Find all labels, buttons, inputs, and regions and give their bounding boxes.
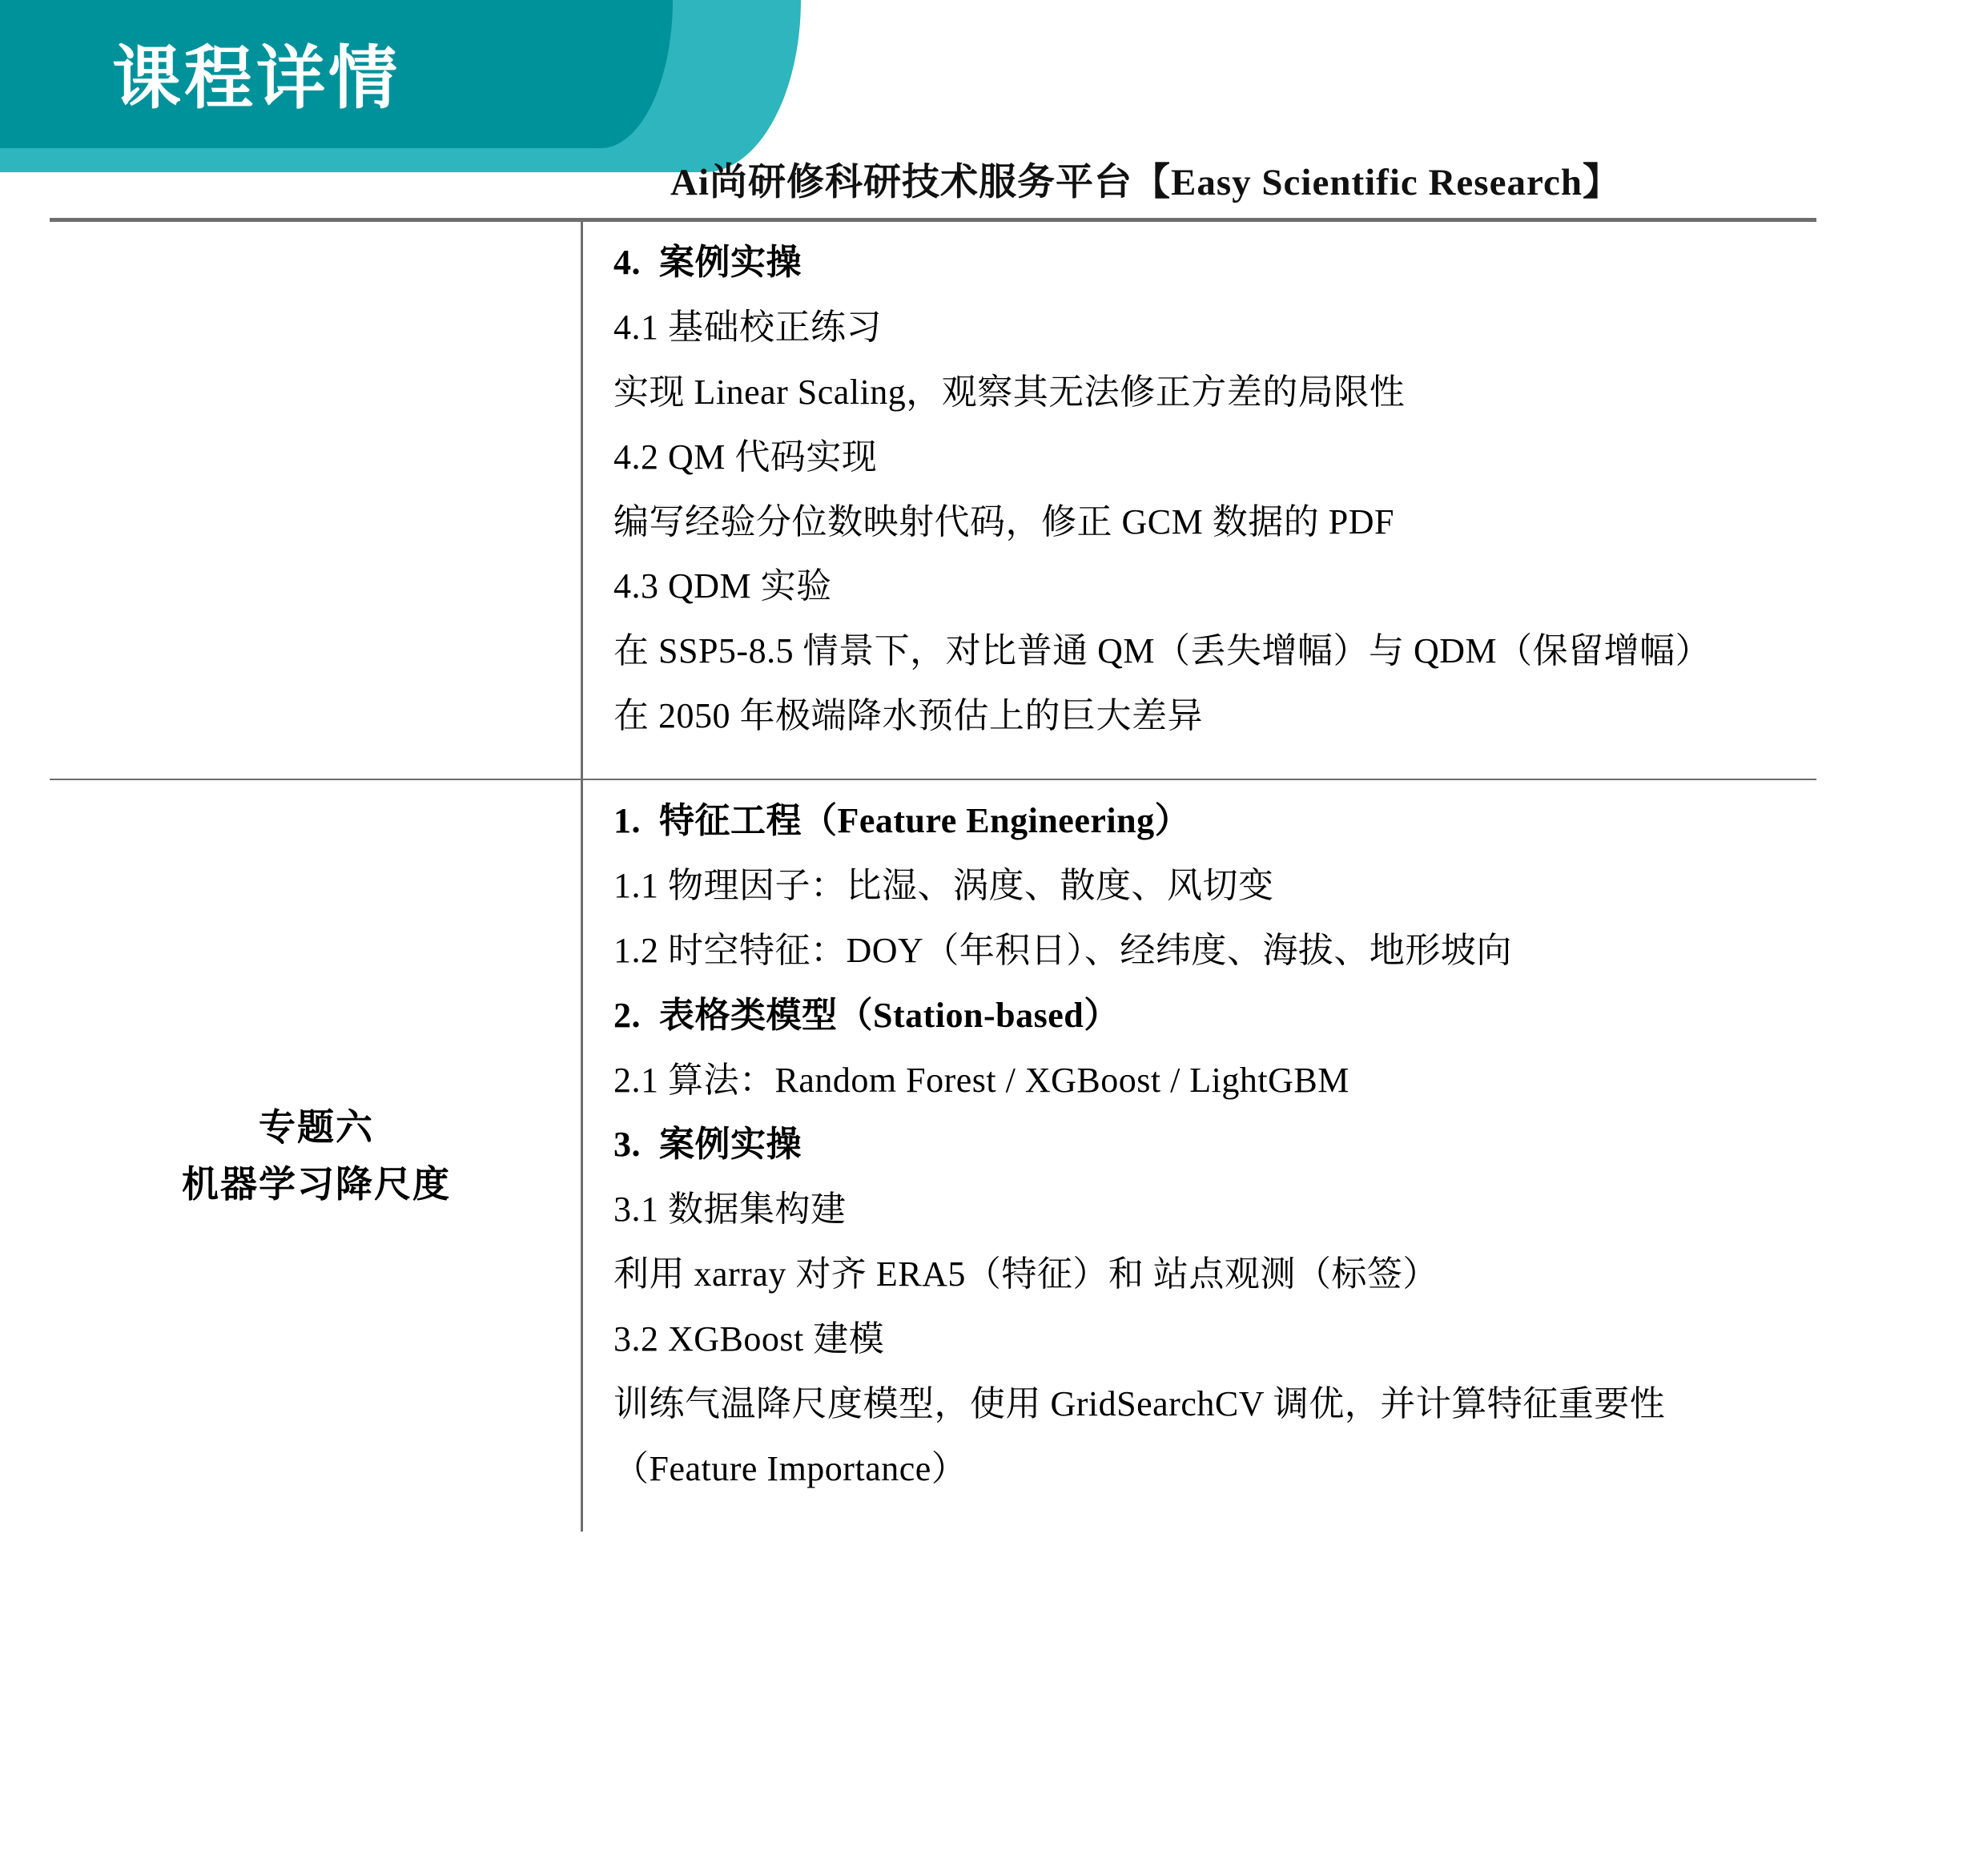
content-line: 在 2050 年极端降水预估上的巨大差异 [613,696,1203,736]
content-line: 1.2 时空特征：DOY（年积日）、经纬度、海拔、地形坡向 [613,930,1512,970]
topic-title: 专题六 [259,1106,374,1148]
content-line: 4. 案例实操 [613,243,802,282]
platform-header [0,152,1987,206]
content-line: 3. 案例实操 [613,1125,802,1165]
course-detail-table [50,218,1816,1532]
content-line: 2. 表格类模型（Station-based） [613,995,1120,1035]
content-line: 4.1 基础校正练习 [613,307,882,347]
table-row [50,780,1816,1532]
topic-cell [50,222,583,779]
content-line: 在 SSP5-8.5 情景下，对比普通 QM（丢失增幅）与 QDM（保留增幅） [613,631,1711,671]
platform-name: Ai尚研修科研技术服务平台【Easy Scientific Research】 [670,162,1621,203]
topic-subtitle: 机器学习降尺度 [182,1163,451,1205]
content-line: 编写经验分位数映射代码，修正 GCM 数据的 PDF [613,501,1394,541]
content-line: 利用 xarray 对齐 ERA5（特征）和 站点观测（标签） [613,1254,1438,1294]
content-cell [583,780,1816,1532]
page-title: 课程详情 [112,40,400,117]
topic-cell [50,780,583,1532]
page-banner [0,0,1987,172]
content-line: （Feature Importance） [613,1448,967,1488]
content-line: 3.1 数据集构建 [613,1190,847,1230]
topic-label [182,1099,451,1214]
content-line: 4.3 QDM 实验 [613,566,832,606]
content-line: 3.2 XGBoost 建模 [613,1319,885,1359]
content-line: 1. 特征工程（Feature Engineering） [613,801,1191,840]
content-line: 1.1 物理因子：比湿、涡度、散度、风切变 [613,865,1274,905]
content-line: 2.1 算法：Random Forest / XGBoost / LightGBM [613,1060,1349,1100]
content-line: 4.2 QM 代码实现 [613,437,878,477]
content-cell [583,222,1816,779]
table-row [50,222,1816,779]
content-line: 实现 Linear Scaling，观察其无法修正方差的局限性 [613,372,1406,412]
content-line: 训练气温降尺度模型，使用 GridSearchCV 调优，并计算特征重要性 [613,1383,1666,1423]
